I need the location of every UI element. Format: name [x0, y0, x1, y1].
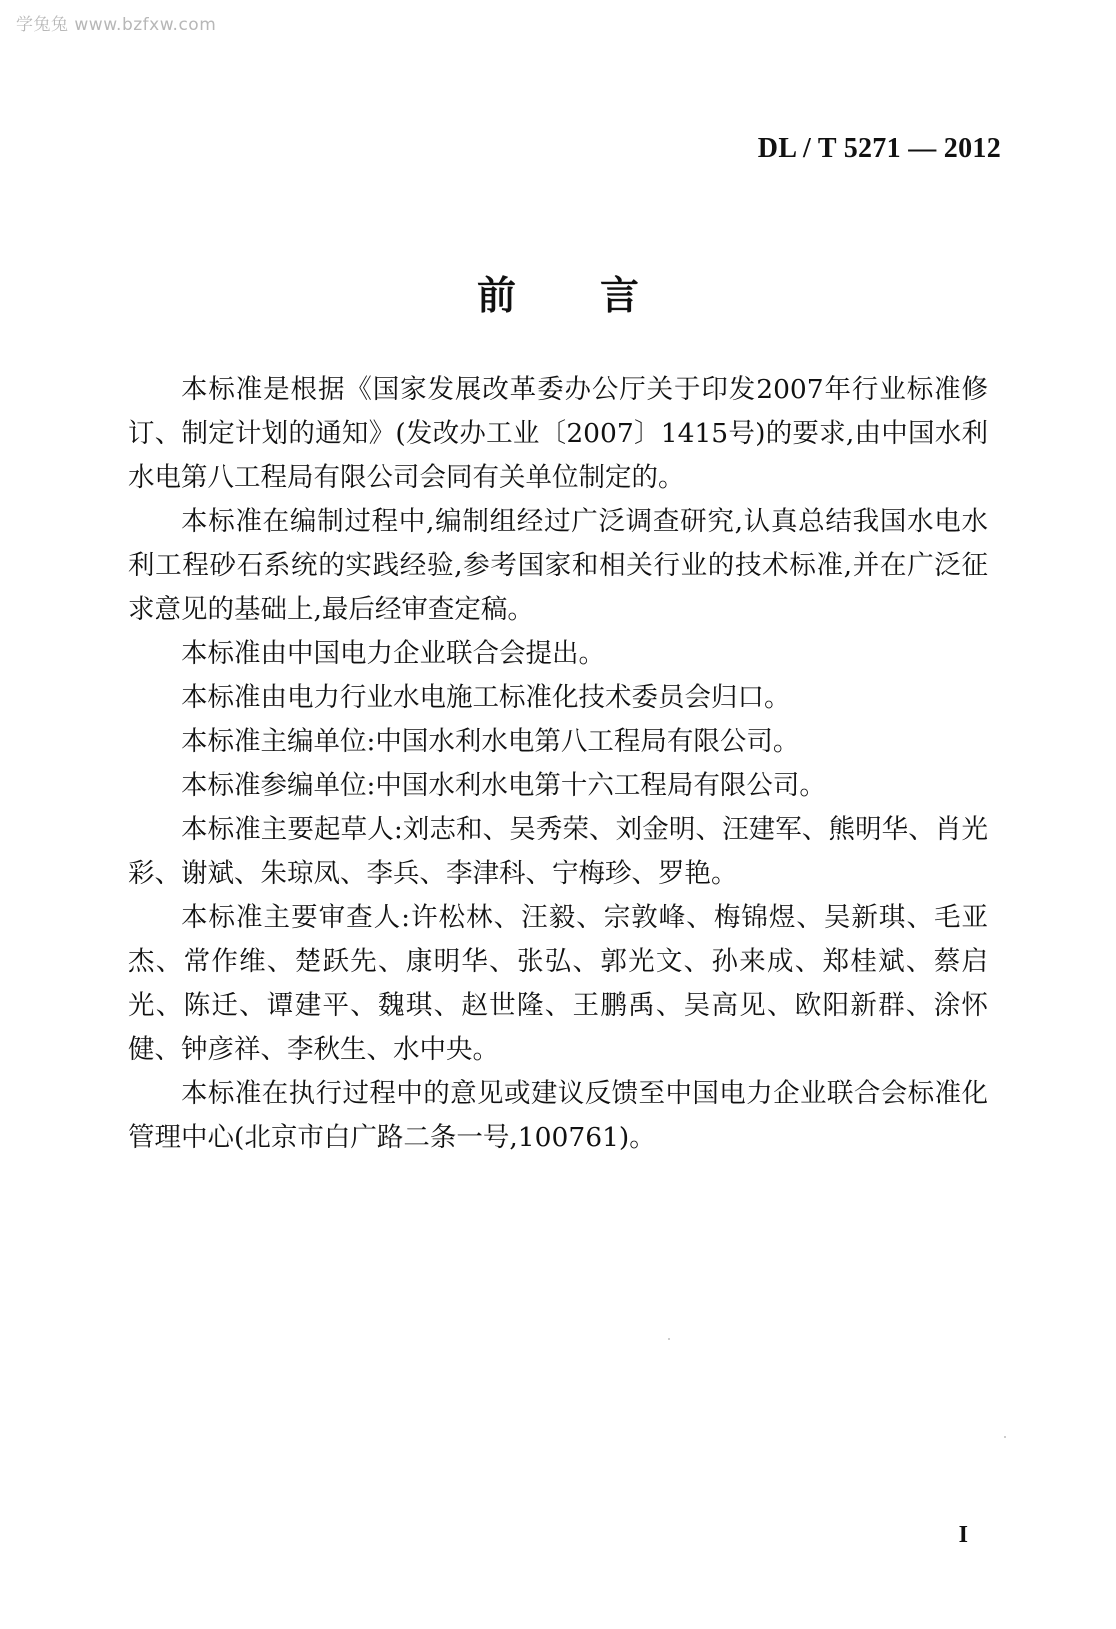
paragraph-centralized: 本标准由电力行业水电施工标准化技术委员会归口。 [181, 682, 791, 713]
paragraph-process: 本标准在编制过程中,编制组经过广泛调查研究,认真总结我国水电水利工程砂石系统的实践经验,参考国家和相关行业的技术标准,并在广泛征求意见的基础上,最后经审查定稿。 [128, 506, 988, 625]
paragraph-reviewers: 本标准主要审查人:许松林、汪毅、宗敦峰、梅锦煜、吴新琪、毛亚杰、常作维、楚跃先、康明华、张弘、郭光文、孙来成、郑桂斌、蔡启光、陈迁、谭建平、魏琪、赵世隆、王鹏禹、吴高见、欧阳新群、涂怀健、钟彦祥、李秋生、水中央。 [128, 902, 988, 1065]
page-number: I [958, 1522, 968, 1548]
paragraph-participating-unit: 本标准参编单位:中国水利水电第十六工程局有限公司。 [181, 770, 826, 801]
paragraph-feedback: 本标准在执行过程中的意见或建议反馈至中国电力企业联合会标准化管理中心(北京市白广路二条一号,100761)。 [128, 1078, 988, 1153]
page-title: 前言 [476, 273, 723, 319]
paragraph-basis: 本标准是根据《国家发展改革委办公厅关于印发2007年行业标准修订、制定计划的通知》(发改办工业〔2007〕1415号)的要求,由中国水利水电第八工程局有限公司会同有关单位制定的。 [128, 374, 988, 493]
scan-speck [668, 1338, 670, 1340]
watermark: 学兔兔 www.bzfxw.com [16, 15, 217, 35]
paragraph-chief-unit: 本标准主编单位:中国水利水电第八工程局有限公司。 [181, 726, 800, 757]
paragraph-proposer: 本标准由中国电力企业联合会提出。 [181, 638, 605, 669]
paragraph-drafters: 本标准主要起草人:刘志和、吴秀荣、刘金明、汪建军、熊明华、肖光彩、谢斌、朱琼凤、李兵、李津科、宁梅珍、罗艳。 [128, 814, 988, 889]
preface-body [128, 368, 988, 1160]
standard-code: DL / T 5271 — 2012 [757, 133, 1001, 164]
scan-speck [1004, 1436, 1006, 1438]
